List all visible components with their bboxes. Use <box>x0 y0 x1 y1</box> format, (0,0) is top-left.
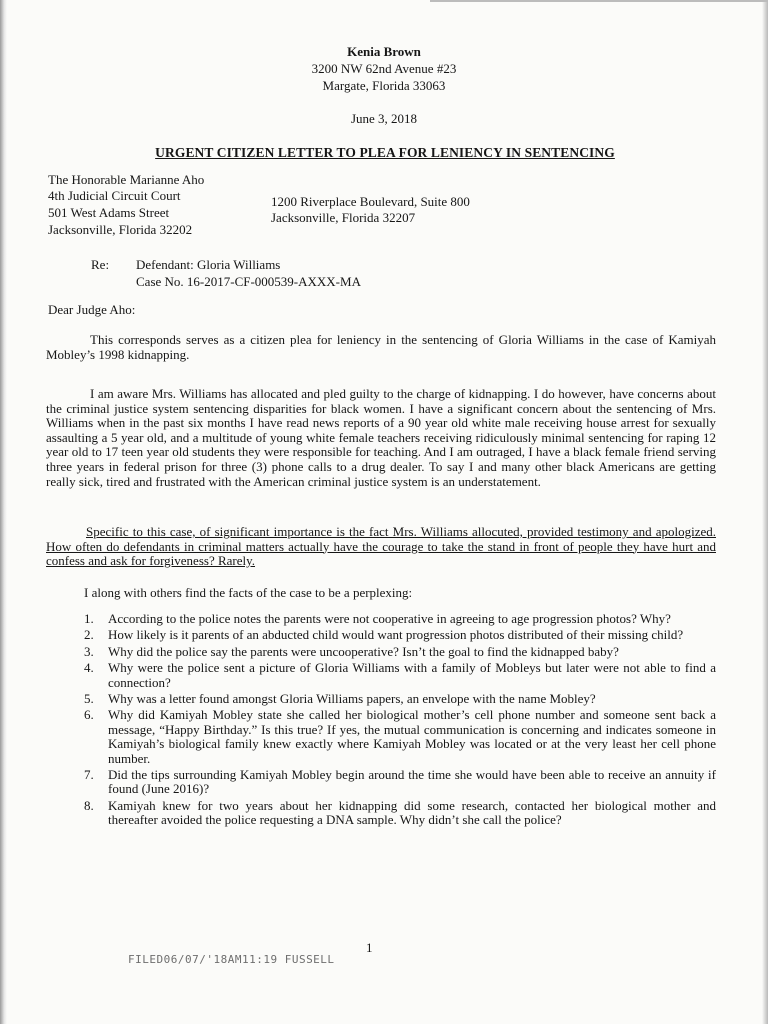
sender-address-line2: Margate, Florida 33063 <box>322 78 446 93</box>
re-label: Re: <box>91 257 110 272</box>
list-item: 6. Why did Kamiyah Mobley state she called her biological mother’s cell phone number and someone sent back a message, “Happy Birthday.” Is this true? If yes, the mutual communication is concerning and indicates someone in Kamiyah’s biological family knew exactly where Kamiyah Mobley was located or at the very least her cell phone number. <box>84 707 716 766</box>
paragraph-allocution: Specific to this case, of significant importance is the fact Mrs. Williams allocuted, provided testimony and apologized. How often do defendants in criminal matters actually have the courage to take the stand in front of people they have hurt and confess and ask for forgiveness? Rarely. <box>46 524 716 569</box>
list-item: 7. Did the tips surrounding Kamiyah Mobley begin around the time she would have been able to receive an annuity if found (June 2016)? <box>84 767 716 797</box>
scan-edge-left <box>0 0 7 1024</box>
recipient-alt-line2: Jacksonville, Florida 32207 <box>271 210 416 225</box>
list-item: 5. Why was a letter found amongst Gloria Williams papers, an envelope with the name Mobley? <box>84 691 596 707</box>
recipient-line3: 501 West Adams Street <box>48 205 170 220</box>
paragraph-plea: This corresponds serves as a citizen plea for leniency in the sentencing of Gloria Williams in the case of Kamiyah Mobley’s 1998 kidnapping. <box>46 332 716 362</box>
list-item: 1. According to the police notes the parents were not cooperative in agreeing to age progression photos? Why? <box>84 611 671 626</box>
list-item: 4. Why were the police sent a picture of Gloria Williams with a family of Mobleys but later were not able to find a connection? <box>84 660 716 690</box>
list-item: 3. Why did the police say the parents were uncooperative? Isn’t the goal to find the kidnapped baby? <box>84 643 619 659</box>
recipient-alt-line1: 1200 Riverplace Boulevard, Suite 800 <box>271 194 470 209</box>
recipient-line1: The Honorable Marianne Aho <box>48 172 205 187</box>
sender-name: Kenia Brown <box>347 44 421 59</box>
filing-stamp: FILED06/07/'18AM11:19 FUSSELL <box>128 953 335 966</box>
letter-subject: URGENT CITIZEN LETTER TO PLEA FOR LENIENCY IN SENTENCING <box>155 145 615 160</box>
questions-list <box>84 612 716 830</box>
list-item: 8. Kamiyah knew for two years about her kidnapping did some research, contacted her biological mother and thereafter avoided the police requesting a DNA sample. Why didn’t she call the police? <box>84 797 716 828</box>
letter-date: June 3, 2018 <box>350 111 418 126</box>
scan-edge-right <box>762 0 768 1024</box>
sender-address-line1: 3200 NW 62nd Avenue #23 <box>311 61 457 76</box>
recipient-line4: Jacksonville, Florida 32202 <box>48 222 193 237</box>
paragraph-concerns: I am aware Mrs. Williams has allocated and pled guilty to the charge of kidnapping. I do however, have concerns about the criminal justice system sentencing disparities for black women. I have a significant concern about the sentencing of Mrs. Williams when in the past six months I have read news reports of a 90 year old white male receiving house arrest for sexually assaulting a 5 year old, and a multitude of young white female teachers receiving ridiculously minimal sentencing for raping 12 year old to 17 teen year old students they were responsible for teaching. And I am outraged, I have a black female friend serving three years in federal prison for three (3) phone calls to a drug dealer. To say I and many other black Americans are getting really sick, tired and frustrated with the American criminal justice system is an understatement. <box>46 386 716 489</box>
scan-edge-top <box>430 0 768 2</box>
paragraph-perplexing: I along with others find the facts of the case to be a perplexing: <box>84 585 413 600</box>
re-case-number: Case No. 16-2017-CF-000539-AXXX-MA <box>136 274 361 289</box>
list-item: 2. How likely is it parents of an abducted child would want progression photos distributed of their missing child? <box>84 627 684 643</box>
recipient-line2: 4th Judicial Circuit Court <box>48 188 181 203</box>
salutation: Dear Judge Aho: <box>48 302 136 317</box>
page-number: 1 <box>366 940 373 955</box>
re-defendant: Defendant: Gloria Williams <box>136 257 281 272</box>
